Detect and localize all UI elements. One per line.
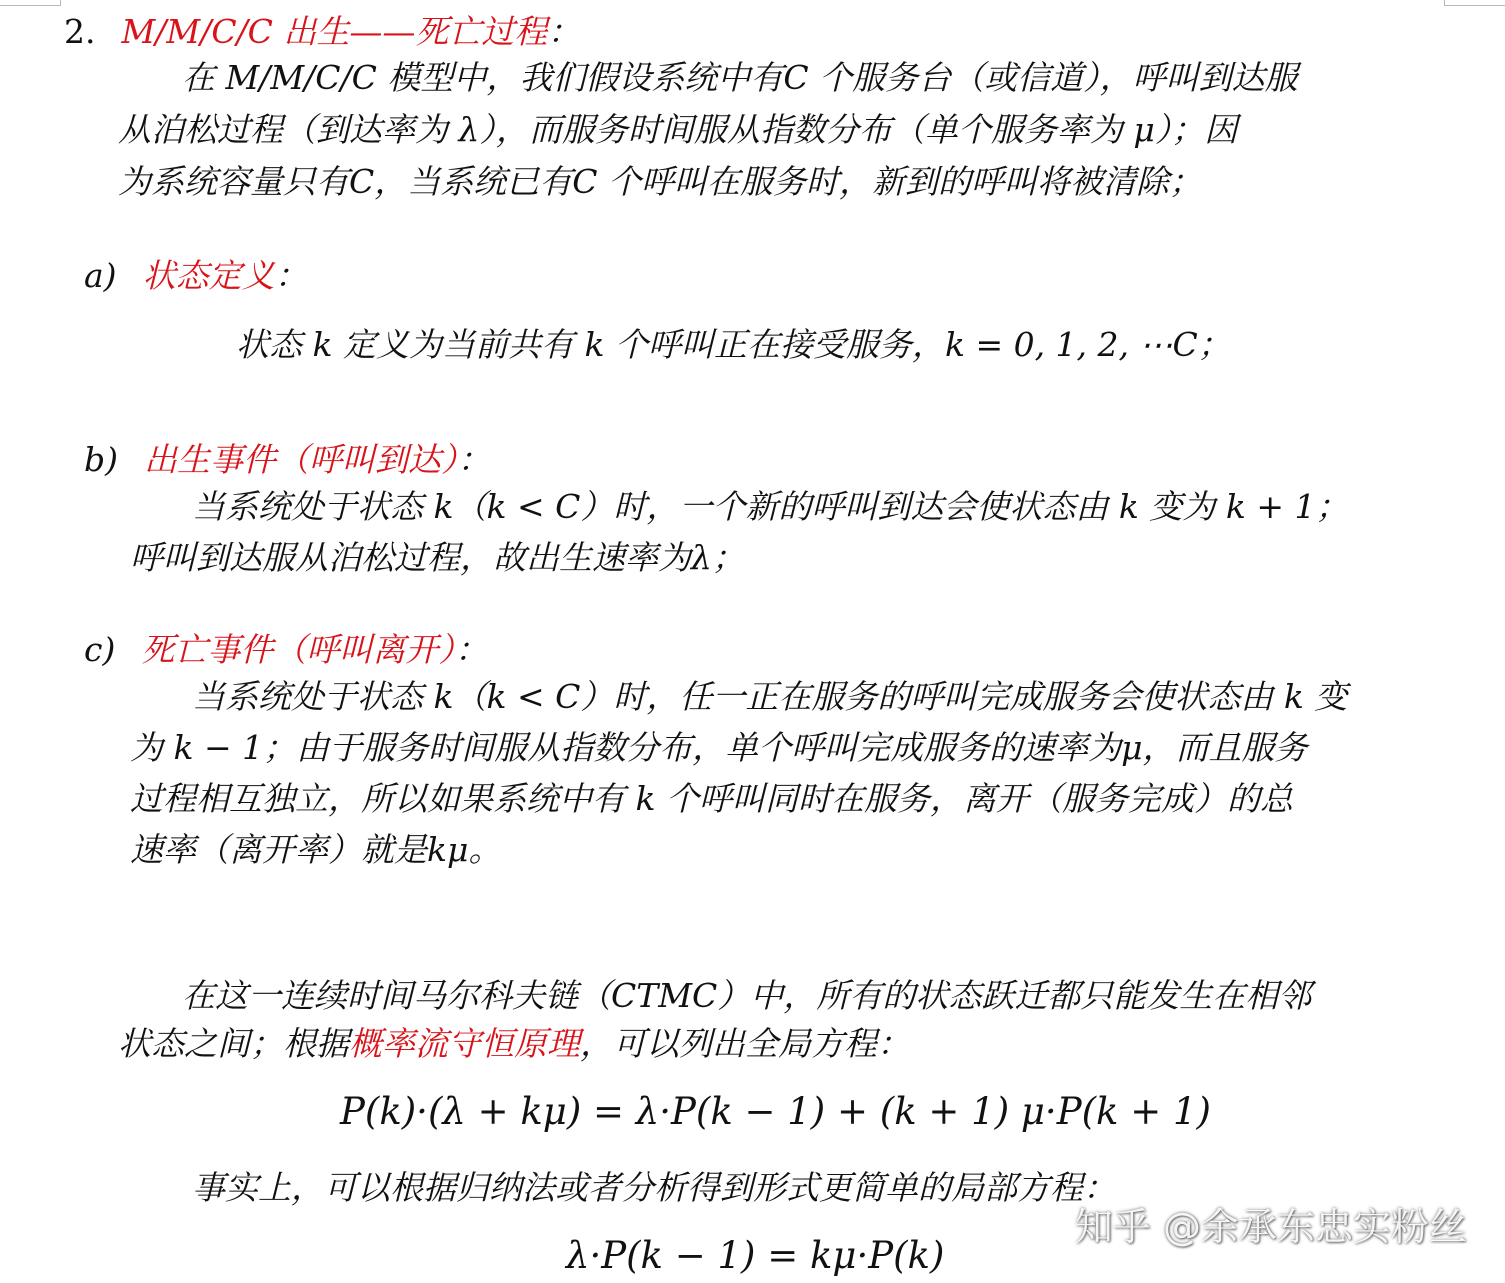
item-b-title: 出生事件（呼叫到达） xyxy=(144,440,458,479)
item-c-line-1: 当系统处于状态 k（k < C）时，任一正在服务的呼叫完成服务会使状态由 k 变 xyxy=(192,677,1348,716)
intro-line-1: 在 M/M/C/C 模型中，我们假设系统中有C 个服务台（或信道），呼叫到达服 xyxy=(182,58,1298,97)
item-c-title: 死亡事件（呼叫离开） xyxy=(141,630,455,669)
item-a-text: 状态 k 定义为当前共有 k 个呼叫正在接受服务，k = 0, 1, 2, ⋯C； xyxy=(236,325,1231,364)
section-colon: ： xyxy=(547,12,581,51)
item-c-line-3: 过程相互独立，所以如果系统中有 k 个呼叫同时在服务，离开（服务完成）的总 xyxy=(130,779,1293,818)
section-heading xyxy=(64,12,580,52)
intro-line-3: 为系统容量只有C，当系统已有C 个呼叫在服务时，新到的呼叫将被清除； xyxy=(118,162,1202,201)
item-c-colon: ： xyxy=(454,630,488,669)
item-a-title: 状态定义 xyxy=(142,256,275,295)
global-equation: P(k)·(λ + kμ) = λ·P(k − 1) + (k + 1) μ·P(k + 1) xyxy=(340,1090,1211,1133)
item-c-marker: c) xyxy=(84,630,116,669)
item-b-line-2: 呼叫到达服从泊松过程，故出生速率为λ； xyxy=(130,538,745,577)
ctmc-line-2-suffix: ，可以列出全局方程： xyxy=(580,1024,910,1063)
item-b-heading xyxy=(84,440,491,480)
ctmc-line-2-prefix: 状态之间；根据 xyxy=(118,1024,349,1063)
probability-flow-link[interactable]: 概率流守恒原理 xyxy=(349,1024,580,1063)
section-title: M/M/C/C 出生——死亡过程 xyxy=(121,12,548,51)
page-corner-mark-right xyxy=(1444,0,1505,6)
item-b-marker: b) xyxy=(84,440,118,479)
item-a-heading xyxy=(84,256,308,296)
item-c-line-2: 为 k − 1；由于服务时间服从指数分布，单个呼叫完成服务的速率为μ，而且服务 xyxy=(130,728,1308,767)
zhihu-watermark: 知乎 @余承东忠实粉丝 xyxy=(1074,1205,1467,1249)
item-b-line-1: 当系统处于状态 k（k < C）时，一个新的呼叫到达会使状态由 k 变为 k + 1； xyxy=(192,487,1349,526)
ctmc-line-1: 在这一连续时间马尔科夫链（CTMC）中，所有的状态跃迁都只能发生在相邻 xyxy=(182,976,1312,1015)
item-a-colon: ： xyxy=(274,256,308,295)
local-equation-intro: 事实上，可以根据归纳法或者分析得到形式更简单的局部方程： xyxy=(192,1168,1116,1207)
item-a-marker: a) xyxy=(84,256,117,295)
intro-line-2: 从泊松过程（到达率为 λ），而服务时间服从指数分布（单个服务率为 μ）；因 xyxy=(118,110,1238,149)
local-equation: λ·P(k − 1) = kμ·P(k) xyxy=(566,1234,945,1277)
item-b-colon: ： xyxy=(457,440,491,479)
item-c-heading xyxy=(84,630,488,670)
page-corner-mark-left xyxy=(0,0,61,6)
ctmc-line-2 xyxy=(118,1024,910,1064)
section-number: 2. xyxy=(64,12,96,51)
item-c-line-4: 速率（离开率）就是kμ。 xyxy=(130,830,502,869)
